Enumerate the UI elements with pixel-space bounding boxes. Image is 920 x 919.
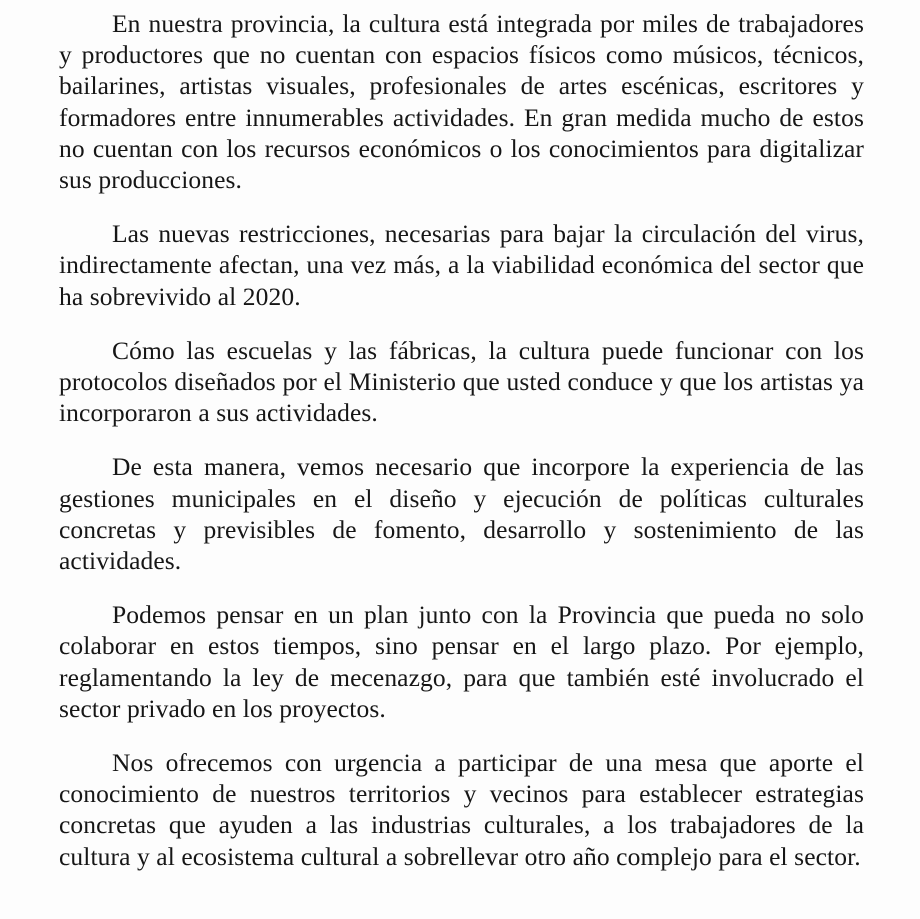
paragraph-1: En nuestra provincia, la cultura está integrada por miles de trabajadores y productores que no cuentan con espacios físicos como músicos, técnicos, bailarines, artistas visuales, profesionales de artes escénicas, escritores y formadores entre innumerables actividades. En gran medida mucho de estos no cuentan con los recursos económicos o los conocimientos para digitalizar sus producciones. [59,9,864,195]
paragraph-4: De esta manera, vemos necesario que incorpore la experiencia de las gestiones municipales en el diseño y ejecución de políticas culturales concretas y previsibles de fomento, desarrollo y sostenimiento de las actividades. [59,452,864,576]
paragraph-5: Podemos pensar en un plan junto con la Provincia que pueda no solo colaborar en estos tiempos, sino pensar en el largo plazo. Por ejemplo, reglamentando la ley de mecenazgo, para que también esté involucrado el sector privado en los proyectos. [59,600,864,723]
paragraph-6: Nos ofrecemos con urgencia a participar de una mesa que aporte el conocimiento de nuestros territorios y vecinos para establecer estrategias concretas que ayuden a las industrias culturales, a los trabajadores de la cultura y al ecosistema cultural a sobrellevar otro año complejo para el sector. [59,748,864,871]
paragraph-3: Cómo las escuelas y las fábricas, la cultura puede funcionar con los protocolos diseñados por el Ministerio que usted conduce y que los artistas ya incorporaron a sus actividades. [59,335,864,428]
paragraph-2: Las nuevas restricciones, necesarias para bajar la circulación del virus, indirectamente afectan, una vez más, a la viabilidad económica del sector que ha sobrevivido al 2020. [59,219,864,311]
